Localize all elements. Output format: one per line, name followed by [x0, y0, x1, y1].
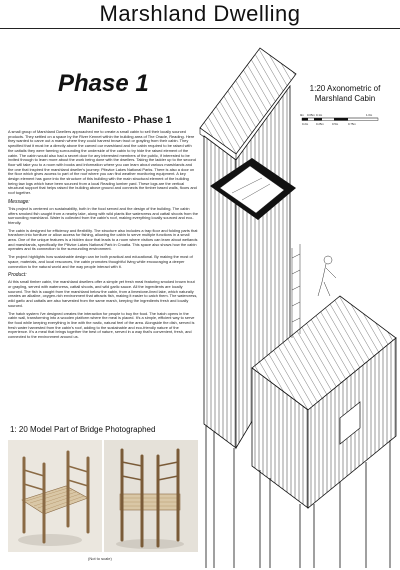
phase-heading: Phase 1	[58, 70, 149, 97]
scale-label: 0.75m	[348, 122, 356, 126]
message-paragraph: The project highlights how sustainable design can be both practical and educational. By making the most of space, materials, and local resources, the cabin promotes thoughtful living while encouraging a deeper connection to the natural world and the way people interact with it.	[8, 254, 193, 269]
scale-label: 0.1m	[316, 113, 323, 117]
product-heading: Product:	[8, 272, 27, 279]
model-photos	[8, 440, 198, 552]
photo-caption: (Not to scale)	[88, 556, 112, 561]
scale-label: 0.2m	[302, 122, 309, 126]
scale-label: 0.25m	[316, 122, 324, 126]
product-paragraph: The hatch system I've designed creates the interaction for people to buy the food. The hatch opens in the cabin wall, transforming into a wooden platform where the meal is placed. It's a simple, efficient way to serve the food while keeping everything in line with the rustic, natural feel of the area. Alongside the dish, served is fresh water harvested from the cabin's roof, adding to the sustainable and eco-friendly nature of the experience. It's a meal that brings together the best of nature, served in a way that's convenient, fresh, and connected to the environment around us.	[8, 310, 195, 340]
scale-bar	[300, 112, 380, 128]
page-title: Marshland Dwelling	[0, 0, 400, 29]
person-figure	[318, 256, 336, 296]
ladder	[292, 244, 300, 338]
manifesto-heading: Manifesto - Phase 1	[78, 115, 172, 126]
message-paragraph: This project is centered on sustainability, both in the food served and the design of the building. The cabin offers smoked fish caught from a nearby lake, along with wild plants like watercress and cattail shoots from the surrounding marshland. Water is collected from the cabin's roof, making everything locally sourced and eco-friendly.	[8, 205, 199, 225]
product-paragraph: At this small timber cabin, the marshland dwellers offer a simple yet fresh meal featuring smoked brown trout or grayling, served with watercress, cattail shoots, and wild garlic sauce. All the ingredients are locally sourced. The fish is caught from the marshland below the cabin, from a limestone-lined lake, which naturally creates an alkaline, oxygen-rich environment that attracts fish, making it easier to catch them. The watercress, wild garlic and cattails are also harvested from the same marsh, keeping the ingredients fresh and locally sourced.	[8, 279, 198, 308]
scale-label: 0.05m	[307, 113, 315, 117]
axonometric-title: 1:20 Axonometric of Marshland Cabin	[309, 84, 381, 103]
scale-label: 0.5m	[332, 122, 339, 126]
scale-label: 0m	[300, 113, 304, 117]
message-paragraph: The cabin is designed for efficiency and flexibility. The structure also includes a trap floor and folding parts that transform into furniture or allow access for fishing, allowing the cabin to serve multiple functions in a small area. One of the unique features is a hidden door that leads to a room where visitors can learn about wetlands and marshlands, specifically the Plitvice Lakes National Park in Croatia. This space also shows how the cabin operates and its connection to the surrounding environment.	[8, 227, 198, 252]
message-heading: Message:	[8, 198, 30, 205]
scale-label: 1.0m	[366, 113, 373, 117]
photo-heading: 1: 20 Model Part of Bridge Photographed	[10, 425, 156, 434]
model-photo-left	[8, 440, 102, 552]
manifesto-paragraph: A small group of Marshland Dwellers approached me to create a small cabin to sell their locally sourced products. They settled on a space by the River Kennet within the building area of The Oracle, Reading. Here they wanted to carve out a marsh where they could harvest brown trout or grayling from their cabin. They specified that it must be a directly above the carved our marshland and the cabin required to be raised with the cattails they were farming surrounding the underside of the cabin to try hide the raised element of the cabin. The cabin would also had a secret door for any interested members of the public, if interested to be invited through to learn more about the work being done with the dwellers. Taking the ladder up to the second floor will take you to a room with books and information where you can learn about various marshlands and the one that inspired the marshland dweller's journey: Pitsvice Lakes National Parks. There is also a door on the floor which gives access to part of the roof where you can find weather monitoring equipment. A key design element has gone into the structure of this building with the main structural element of the building being taw logs which have been sourced from a local Reading lumber yard. These logs are the vertical structural support that helps raised the building above ground and connects the timber based walls, floors and roof together.	[8, 129, 197, 196]
manifesto-text-column	[8, 130, 198, 343]
model-photo-right	[104, 440, 198, 552]
